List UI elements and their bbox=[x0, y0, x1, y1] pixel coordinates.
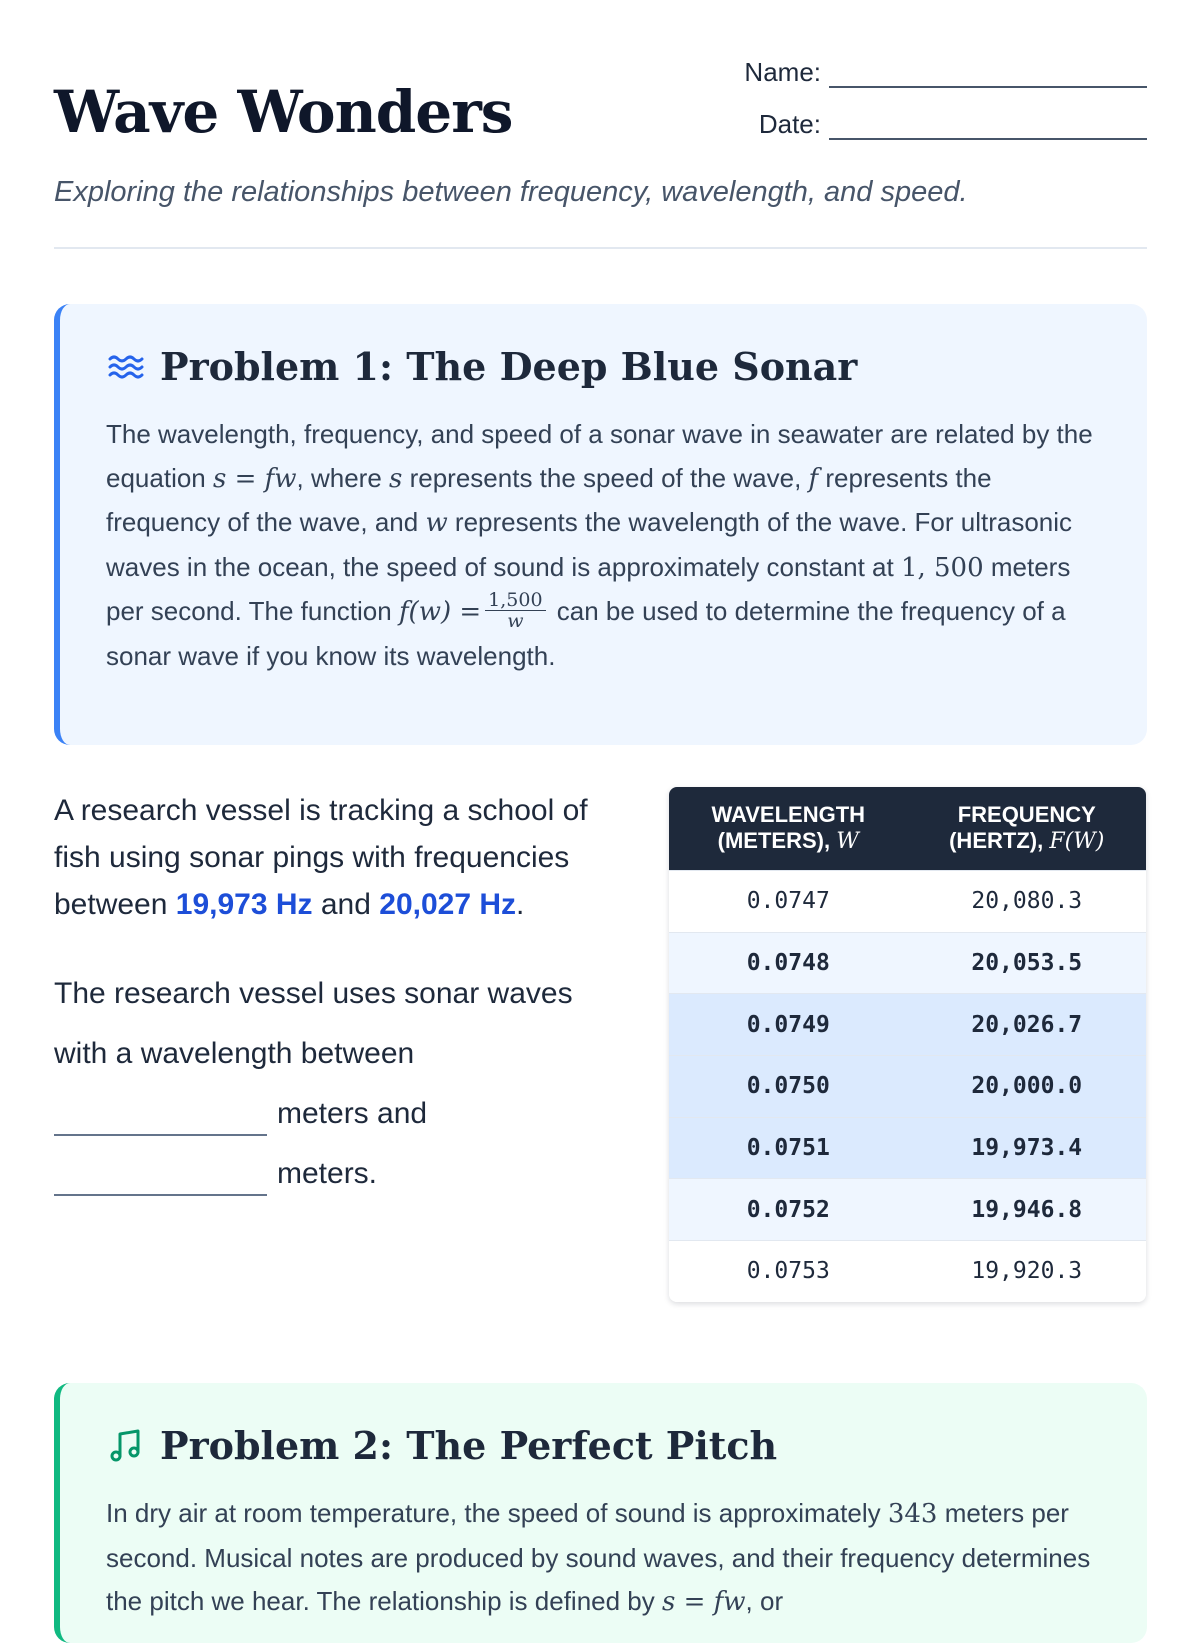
table-row bbox=[669, 1117, 1146, 1179]
name-label: Name: bbox=[744, 57, 821, 87]
table-row bbox=[669, 870, 1146, 932]
cell-wavelength: 0.0748 bbox=[746, 950, 830, 977]
cell-frequency: 20,053.5 bbox=[971, 950, 1083, 977]
table-row bbox=[669, 932, 1146, 994]
problem-2-description: In dry air at room temperature, the speed of sound is approximately 343 meters per second. Musical notes are produced by sound waves, and their frequency determines the pitch we hear. The relationship is defined by s = fw, or bbox=[106, 1498, 1091, 1617]
table-body bbox=[669, 870, 1146, 1302]
name-date-fields bbox=[727, 58, 1147, 162]
answer-blank-2[interactable] bbox=[54, 1164, 267, 1196]
worksheet-title: Wave Wonders bbox=[54, 78, 513, 146]
cell-frequency: 20,080.3 bbox=[971, 888, 1083, 915]
cell-wavelength: 0.0750 bbox=[746, 1073, 830, 1100]
worksheet-subtitle: Exploring the relationships between frequency, wavelength, and speed. bbox=[54, 176, 968, 208]
wavelength-frequency-table bbox=[669, 787, 1146, 1302]
table-row bbox=[669, 993, 1146, 1055]
cell-wavelength: 0.0751 bbox=[746, 1135, 830, 1162]
cell-frequency: 19,973.4 bbox=[971, 1135, 1083, 1162]
answer-blank-1[interactable] bbox=[54, 1104, 267, 1136]
frequency-high: 20,027 Hz bbox=[379, 888, 517, 921]
table-row bbox=[669, 1240, 1146, 1302]
speed-value: 1, 500 bbox=[900, 552, 984, 583]
header-divider bbox=[54, 247, 1147, 249]
cell-frequency: 20,026.7 bbox=[971, 1011, 1083, 1038]
table-row bbox=[669, 1055, 1146, 1117]
problem-1-heading bbox=[106, 344, 1099, 389]
waves-icon bbox=[106, 347, 146, 387]
problem-2-heading bbox=[106, 1423, 1099, 1468]
cell-wavelength: 0.0749 bbox=[746, 1011, 830, 1038]
cell-wavelength: 0.0752 bbox=[746, 1196, 830, 1223]
fraction-1500-over-w: $\frac{1,500}{w}$ bbox=[485, 590, 545, 631]
frequency-low: 19,973 Hz bbox=[175, 888, 313, 921]
equation-s-fw: s = fw bbox=[212, 463, 297, 494]
scenario-text: A research vessel is tracking a school of fish using sonar pings with frequencies between 19,973 Hz and 20,027 Hz. bbox=[54, 794, 588, 921]
col-header-wavelength: WAVELENGTH (METERS), W bbox=[711, 802, 866, 854]
cell-frequency: 20,000.0 bbox=[971, 1073, 1083, 1100]
problem-2-title: Problem 2: The Perfect Pitch bbox=[160, 1423, 778, 1468]
problem-2-card bbox=[54, 1383, 1147, 1643]
problem-1-title: Problem 1: The Deep Blue Sonar bbox=[160, 344, 858, 389]
date-input-line[interactable] bbox=[829, 116, 1147, 140]
problem-1-description: The wavelength, frequency, and speed of a sonar wave in seawater are related by the equation s = fw, where s represents the speed of the wave, f represents the frequency of the wave, and w represents the wavelength of the wave. For ultrasonic waves in the ocean, the speed of sound is approximately constant at 1, 500 meters per second. The function f(w) = $\frac{1,500}{w}$ can be used to determine the frequency of a sonar wave if you know its wavelength. bbox=[106, 419, 1093, 671]
function-fw: f(w) = bbox=[398, 597, 482, 627]
worksheet-page bbox=[54, 0, 1147, 1617]
date-label: Date: bbox=[758, 109, 821, 139]
cell-frequency: 19,946.8 bbox=[971, 1196, 1083, 1223]
problem-1-card bbox=[54, 304, 1147, 745]
cell-wavelength: 0.0747 bbox=[746, 888, 830, 915]
col-header-frequency: FREQUENCY (HERTZ), F(W) bbox=[949, 802, 1105, 854]
cell-wavelength: 0.0753 bbox=[746, 1258, 830, 1285]
music-note-icon bbox=[106, 1426, 146, 1466]
scenario-section bbox=[54, 787, 614, 1204]
table-row bbox=[669, 1178, 1146, 1240]
name-input-line[interactable] bbox=[829, 64, 1147, 88]
table-header bbox=[669, 787, 1146, 870]
fill-in-question: The research vessel uses sonar waves with a wavelength between meters and meters. bbox=[54, 964, 614, 1204]
cell-frequency: 19,920.3 bbox=[971, 1258, 1083, 1285]
